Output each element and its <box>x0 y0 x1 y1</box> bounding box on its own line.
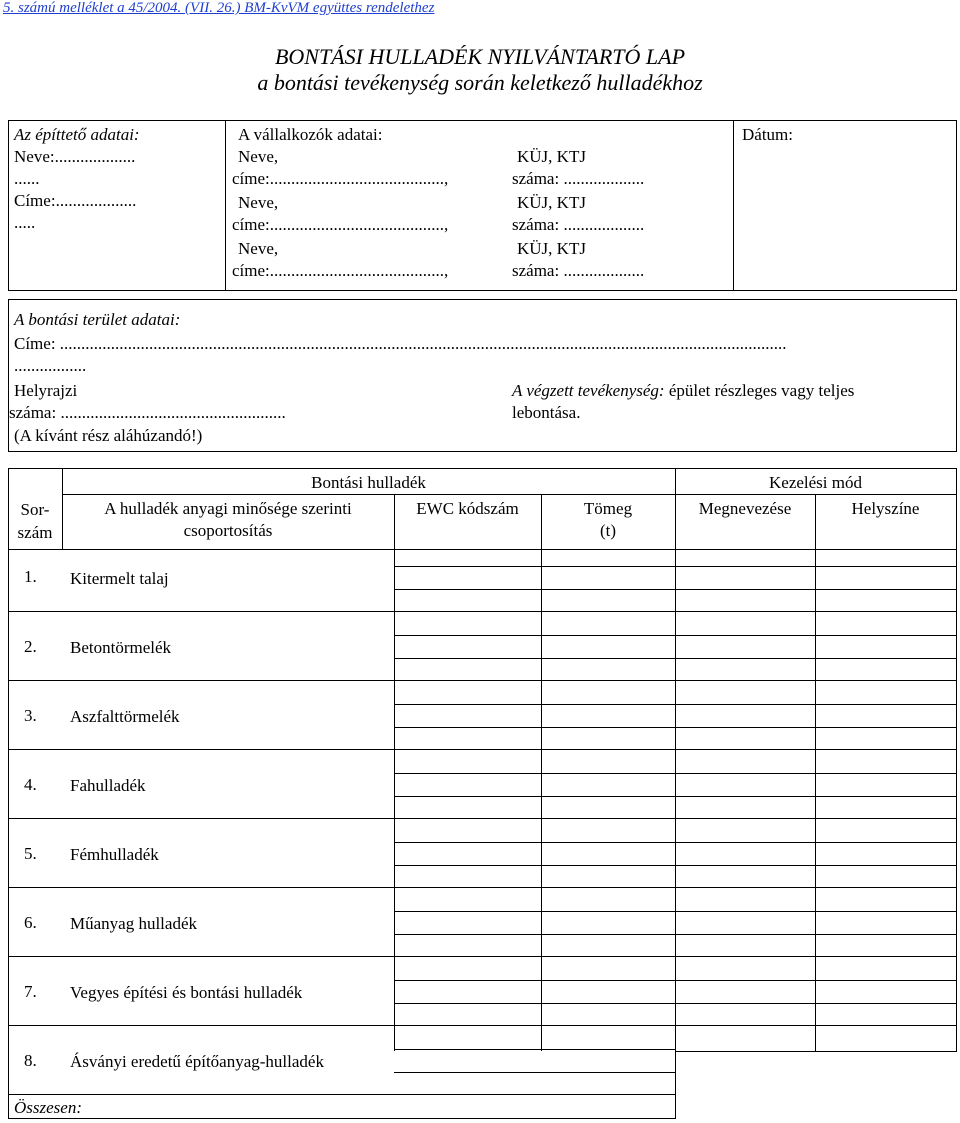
contractor-3-number[interactable]: száma: ................... <box>512 261 645 280</box>
header-waste-group: Bontási hulladék <box>311 473 426 492</box>
builder-name-dots: ................... <box>54 147 136 166</box>
contractor-3-kuj: KÜJ, KTJ <box>517 239 586 258</box>
row-number: 8. <box>24 1051 37 1070</box>
header-material-1: A hulladék anyagi minősége szerinti <box>104 499 352 518</box>
header-material-2: csoportosítás <box>183 521 273 540</box>
row-number: 3. <box>24 706 37 725</box>
contractor-2-kuj: KÜJ, KTJ <box>517 193 586 212</box>
row-number: 1. <box>24 567 37 586</box>
treatment-place-cell[interactable] <box>816 550 956 611</box>
builder-name-label: Neve: <box>14 147 55 166</box>
activity-label: A végzett tevékenység: <box>512 381 665 400</box>
contractor-3-address[interactable]: címe:........................................., <box>232 261 449 280</box>
underline-note: (A kívánt rész aláhúzandó!) <box>14 426 203 445</box>
contractor-1-number[interactable]: száma: ................... <box>512 169 645 188</box>
activity-value-cont: lebontása. <box>512 403 581 422</box>
header-ewc-code: EWC kódszám <box>416 499 519 518</box>
row-label: Ásványi eredetű építőanyag-hulladék <box>70 1052 324 1071</box>
header-name: Megnevezése <box>698 499 792 518</box>
site-address-cont: ................. <box>14 356 87 375</box>
parcel-label: Helyrajzi <box>14 381 78 400</box>
row-label: Aszfalttörmelék <box>70 707 180 726</box>
row-label: Betontörmelék <box>70 638 172 657</box>
builder-name-cont: ...... <box>14 169 40 188</box>
site-address-field[interactable]: Címe: ........................................................................................................................................................................... <box>14 334 787 353</box>
total-label: Összesen: <box>14 1098 82 1117</box>
row-label: Műanyag hulladék <box>70 914 197 933</box>
row-number: 6. <box>24 913 37 932</box>
form-subtitle: a bontási tevékenység során keletkező hulladékhoz <box>257 70 703 95</box>
row-number: 4. <box>24 775 37 794</box>
row-number: 5. <box>24 844 37 863</box>
builder-address-field[interactable] <box>14 190 136 212</box>
contractor-2-number[interactable]: száma: ................... <box>512 215 645 234</box>
contractor-1-kuj: KÜJ, KTJ <box>517 147 586 166</box>
ewc-code-cell[interactable] <box>395 550 541 611</box>
row-label: Kitermelt talaj <box>70 569 169 588</box>
party-info-box <box>8 120 957 291</box>
row-number: 2. <box>24 637 37 656</box>
annex-reference-link[interactable]: 5. számú melléklet a 45/2004. (VII. 26.) BM-KvVM együttes rendelethez <box>3 0 435 16</box>
form-title: BONTÁSI HULLADÉK NYILVÁNTARTÓ LAP <box>274 44 686 69</box>
parcel-number-field[interactable]: száma: ..................................................... <box>9 403 286 422</box>
row-label: Fémhulladék <box>70 845 159 864</box>
contractor-2-address[interactable]: címe:........................................., <box>232 215 449 234</box>
activity-value[interactable]: épület részleges vagy teljes <box>668 381 855 400</box>
header-mass-2: (t) <box>599 521 617 540</box>
builder-address-dots: ................... <box>55 191 137 210</box>
builder-heading: Az építtető adatai: <box>14 125 140 144</box>
header-row-number-2: szám <box>17 523 53 542</box>
date-label: Dátum: <box>742 125 793 144</box>
header-place: Helyszíne <box>851 499 920 518</box>
contractor-2-name[interactable]: Neve, <box>238 193 279 212</box>
builder-name-field[interactable] <box>14 146 135 168</box>
header-mass-1: Tömeg <box>583 499 633 518</box>
contractor-3-name[interactable]: Neve, <box>238 239 279 258</box>
contractor-1-address[interactable]: címe:........................................., <box>232 169 449 188</box>
builder-address-label: Címe: <box>14 191 56 210</box>
treatment-name-cell[interactable] <box>676 550 815 611</box>
row-label: Vegyes építési és bontási hulladék <box>70 983 303 1002</box>
activity-line <box>512 380 854 402</box>
mass-cell[interactable] <box>542 550 675 611</box>
header-row-number-1: Sor- <box>20 500 50 519</box>
contractors-heading: A vállalkozók adatai: <box>238 125 383 144</box>
contractor-1-name[interactable]: Neve, <box>238 147 279 166</box>
builder-address-cont: ..... <box>14 213 36 232</box>
row-label: Fahulladék <box>70 776 146 795</box>
site-heading: A bontási terület adatai: <box>14 310 181 329</box>
header-treatment-group: Kezelési mód <box>769 473 862 492</box>
row-number: 7. <box>24 982 37 1001</box>
